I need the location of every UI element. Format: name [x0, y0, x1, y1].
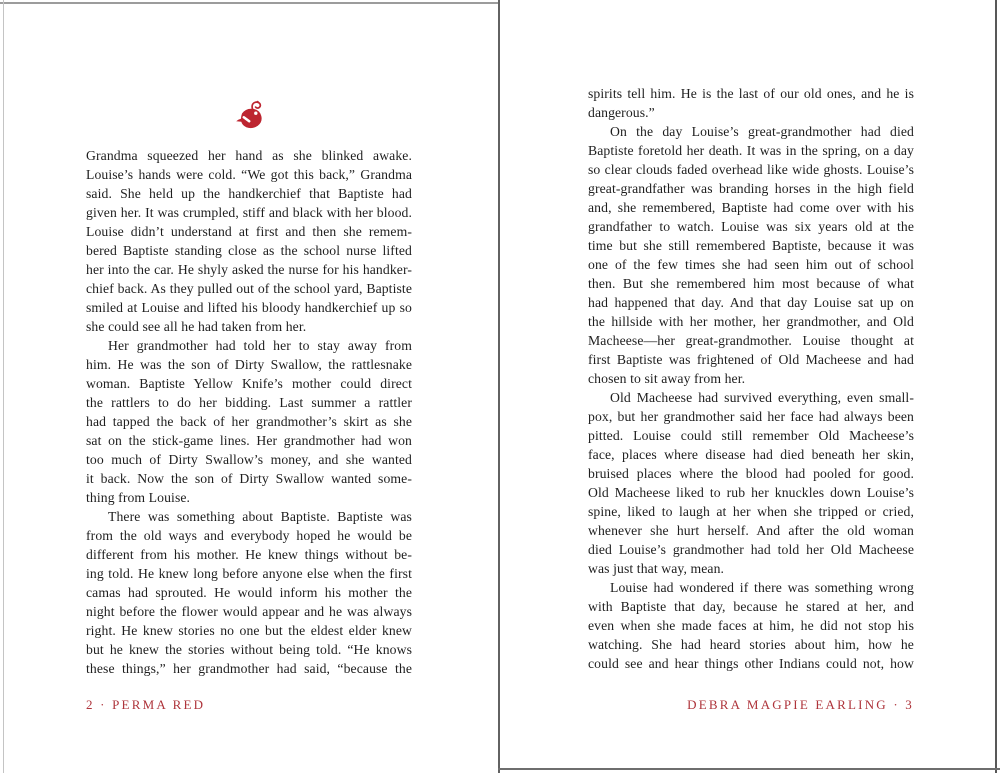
- left-page-top-edge: [0, 2, 500, 4]
- text-line: she could see all he had taken from her.: [86, 319, 307, 334]
- right-page-footer: DEBRA MAGPIE EARLING · 3: [687, 697, 914, 712]
- text-line: was just that way, mean.: [588, 561, 725, 576]
- text-line: spine, liked to laugh at her when she tripped or cried,: [588, 504, 914, 519]
- text-line: could see and hear things other Indians could not, how: [588, 656, 914, 671]
- right-page-bottom-edge: [498, 768, 1000, 770]
- text-line: watching. She had heard stories about him, how he: [588, 637, 914, 652]
- text-line: night before the flower would appear and he was always: [86, 604, 412, 619]
- text-line: these things,” her grandmother had said, “because the: [86, 661, 412, 676]
- text-line: from the old ways and everybody hoped he would be: [86, 528, 412, 543]
- magpie-bird-ornament-icon: [233, 100, 269, 134]
- text-line: smiled at Louise and lifted his bloody handkerchief up so: [86, 300, 412, 315]
- text-line: Old Macheese liked to rub her knuckles down Louise’s: [588, 485, 914, 500]
- text-line: ing told. He knew long before anyone else when the first: [86, 566, 412, 581]
- right-page-right-edge: [995, 0, 997, 773]
- text-line: the hillside with her mother, her grandmother, and Old: [588, 314, 914, 329]
- text-line: had tapped the back of her grandmother’s skirt as she: [86, 414, 412, 429]
- text-line: Baptiste foretold her death. It was in the spring, on a day: [588, 143, 914, 158]
- text-line: There was something about Baptiste. Baptiste was: [108, 509, 412, 524]
- text-line: bered Baptiste standing close as the school nurse lifted: [86, 243, 412, 258]
- text-line: time but she still remembered Baptiste, because it was: [588, 238, 914, 253]
- text-line: and, she remembered, Baptiste had come over with his: [588, 200, 914, 215]
- text-line: Louise’s hands were cold. “We got this back,” Grandma: [86, 167, 412, 182]
- text-line: had happened that day. And that day Louise sat up on: [588, 295, 914, 310]
- text-line: pox, but her grandmother said her face had always been: [588, 409, 914, 424]
- text-line: chief back. As they pulled out of the school yard, Baptiste: [86, 281, 412, 296]
- left-page-text-column: [86, 146, 412, 678]
- text-line: spirits tell him. He is the last of our old ones, and he is: [588, 86, 914, 101]
- text-line: sat on the stick-game lines. Her grandmother had won: [86, 433, 412, 448]
- text-line: her into the car. He shyly asked the nurse for his handker-: [86, 262, 412, 277]
- right-page-text-column: [588, 84, 914, 673]
- text-line: it back. Now the son of Dirty Swallow wanted some-: [86, 471, 412, 486]
- text-line: so clear clouds faded overhead like wide ghosts. Louise’s: [588, 162, 914, 177]
- text-line: chosen to sit away from her.: [588, 371, 746, 386]
- text-line: grandfather to watch. Louise was six years old at the: [588, 219, 914, 234]
- text-line: but he knew the stories without being told. “He knows: [86, 642, 412, 657]
- text-line: him. He was the son of Dirty Swallow, the rattlesnake: [86, 357, 412, 372]
- text-line: On the day Louise’s great-grandmother had died: [610, 124, 914, 139]
- left-page-footer: 2 · PERMA RED: [86, 697, 206, 712]
- text-line: first Baptiste was frightened of Old Macheese and had: [588, 352, 914, 367]
- text-line: too much of Dirty Swallow’s money, and she wanted: [86, 452, 412, 467]
- text-line: Louise didn’t understand at first and then she remem-: [86, 224, 412, 239]
- text-line: Her grandmother had told her to stay away from: [108, 338, 412, 353]
- text-line: given her. It was crumpled, stiff and black with her blood.: [86, 205, 412, 220]
- text-line: face, places where disease had died beneath her skin,: [588, 447, 914, 462]
- text-line: camas had sprouted. He would inform his mother the: [86, 585, 412, 600]
- text-line: Macheese—her great-grandmother. Louise thought at: [588, 333, 914, 348]
- text-line: died Louise’s grandmother had told her Old Macheese: [588, 542, 914, 557]
- text-line: Old Macheese had survived everything, even small-: [610, 390, 914, 405]
- left-page-left-edge: [3, 0, 4, 773]
- text-line: right. He knew stories no one but the eldest elder knew: [86, 623, 412, 638]
- text-line: one of the few times she had seen him out of school: [588, 257, 914, 272]
- text-line: said. She held up the handkerchief that Baptiste had: [86, 186, 412, 201]
- text-line: Louise had wondered if there was something wrong: [610, 580, 914, 595]
- text-line: great-grandfather was branding horses in the high field: [588, 181, 914, 196]
- text-line: whenever she hurt herself. And after the old woman: [588, 523, 914, 538]
- text-line: the rattlers to do her bidding. Last summer a rattler: [86, 395, 412, 410]
- text-line: thing from Louise.: [86, 490, 191, 505]
- text-line: Grandma squeezed her hand as she blinked awake.: [86, 148, 412, 163]
- text-line: with Baptiste that day, because he stared at her, and: [588, 599, 914, 614]
- page-gutter-divider: [498, 0, 500, 773]
- text-line: woman. Baptiste Yellow Knife’s mother could direct: [86, 376, 412, 391]
- text-line: different from his mother. He knew things without be-: [86, 547, 412, 562]
- text-line: bruised places where the blood had pooled for good.: [588, 466, 914, 481]
- text-line: pitted. Louise could still remember Old Macheese’s: [588, 428, 914, 443]
- text-line: then. But she remembered him most because of what: [588, 276, 914, 291]
- text-line: dangerous.”: [588, 105, 655, 120]
- text-line: even when she made faces at him, he did not stop his: [588, 618, 914, 633]
